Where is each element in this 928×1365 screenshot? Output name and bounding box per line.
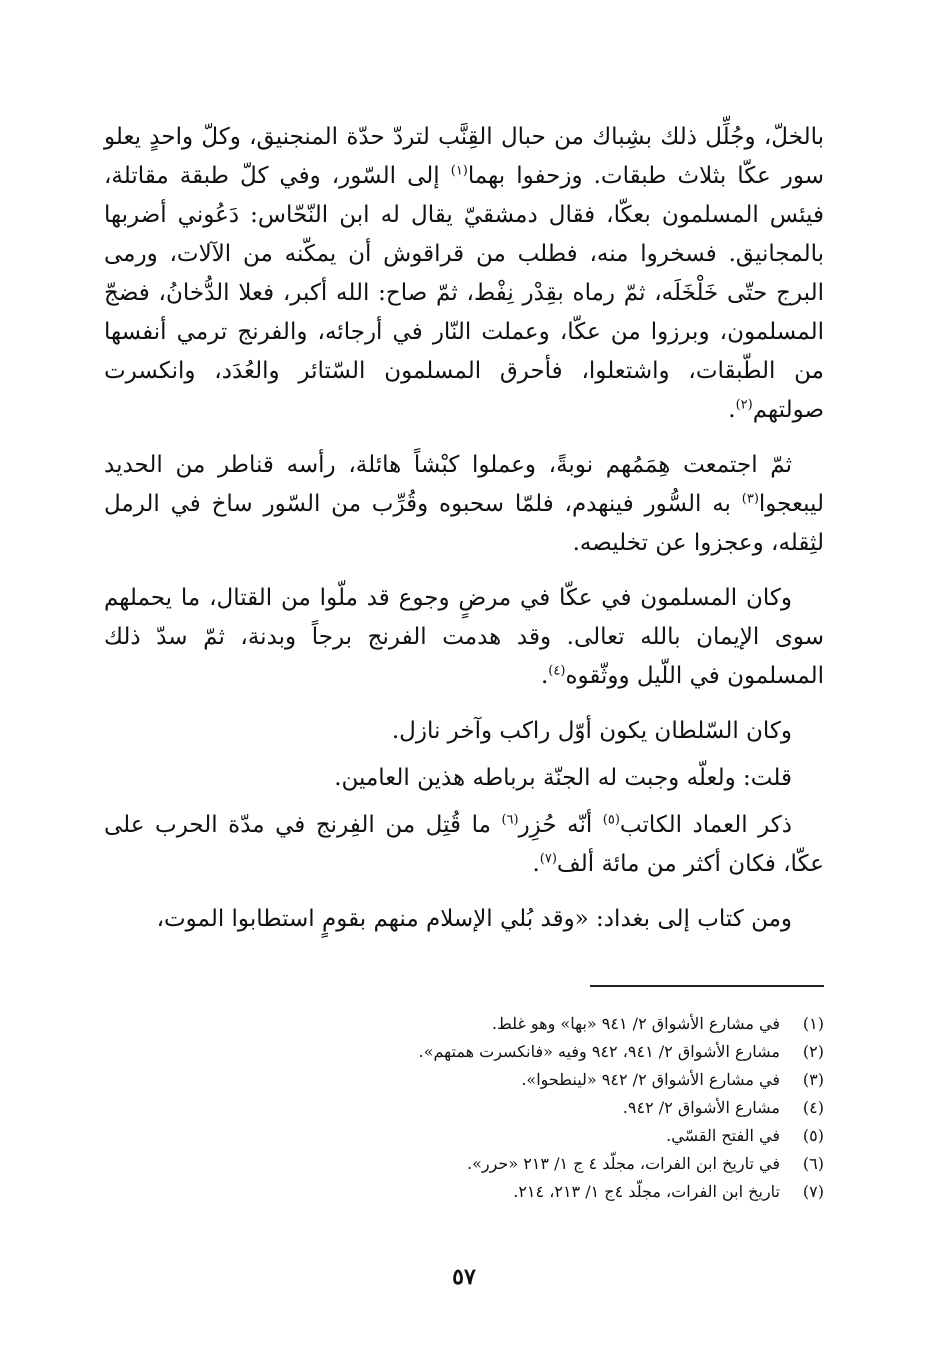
footnote-text: تاريخ ابن الفرات، مجلّد ٤ج ١/ ٢١٣، ٢١٤. (513, 1182, 780, 1201)
page-number: ٥٧ (452, 1264, 476, 1290)
paragraph-7: ومن كتاب إلى بغداد: «وقد بُلي الإسلام منهم بقومٍ استطابوا الموت، (156, 906, 792, 932)
paragraph-6-text-d: . (532, 851, 540, 877)
footnote-ref-5: (٥) (602, 812, 620, 828)
main-text (104, 118, 824, 955)
footnote-ref-6: (٦) (501, 812, 519, 828)
paragraph-1-text-c: . (728, 397, 736, 423)
paragraph-6 (104, 806, 824, 884)
paragraph-1-text-a: بالخلّ، وجُلِّل ذلك بشِباك من حبال القِنَّب لتردّ حدّة المنجنيق، وكلّ واحدٍ يعلو سور عكّا بثلاث طبقات. وزحفوا بهما (104, 124, 824, 189)
footnote-text: مشارع الأشواق ٢/ ٩٤١، ٩٤٢ وفيه «فانكسرت همتهم». (418, 1042, 780, 1061)
footnote-ref-3: (٣) (741, 491, 759, 507)
footnote-ref-7: (٧) (539, 851, 557, 867)
footnote-number: (٢) (802, 1042, 824, 1061)
paragraph-6-text-a: ذكر العماد الكاتب (619, 812, 792, 838)
footnotes (200, 1010, 824, 1206)
footnote-item (200, 1066, 824, 1094)
footnote-number: (١) (802, 1014, 824, 1033)
footnote-number: (٧) (802, 1182, 824, 1201)
footnote-divider (590, 985, 824, 987)
footnote-ref-2: (٢) (735, 397, 753, 413)
paragraph-5: قلت: ولعلّه وجبت له الجنّة برباطه هذين العامين. (334, 765, 792, 791)
paragraph-6-text-c: ما قُتِل من الفِرنج في مدّة الحرب على عكّا، فكان أكثر من مائة ألف (104, 812, 824, 877)
paragraph-3-text-a: وكان المسلمون في عكّا في مرضٍ وجوع قد ملّوا من القتال، ما يحملهم سوى الإيمان بالله تعالى. وقد هدمت الفرنج برجاً وبدنة، ثمّ سدّ ذلك المسلمون في اللّيل ووثّقوه (104, 585, 824, 689)
paragraph-1-text-b: إلى السّور، وفي كلّ طبقة مقاتلة، فيئس المسلمون بعكّا، فقال دمشقيّ يقال له ابن النّحّاس: دَعُوني أضربها بالمجانيق. فسخروا منه، فطلب من قراقوش أن يمكّنه من الآلات، ورمى البرج حتّى خَلْخَلَه، ثمّ رماه بقِدْر نِفْط، ثمّ صاح: الله أكبر، فعلا الدُّخانُ، فضجّ المسلمون، وبرزوا من عكّا، وعملت النّار في أرجائه، والفرنج ترمي أنفسها من الطّبقات، واشتعلوا، فأحرق المسلمون السّتائر والعُدَد، وانكسرت صولتهم (104, 163, 824, 423)
footnote-ref-4: (٤) (548, 663, 566, 679)
paragraph-1 (104, 118, 824, 430)
footnote-item (200, 1178, 824, 1206)
footnote-ref-1: (١) (450, 163, 468, 179)
paragraph-2 (104, 446, 824, 563)
paragraph-6-text-b: أنّه حُزِر (518, 812, 603, 838)
footnote-item (200, 1122, 824, 1150)
footnote-text: مشارع الأشواق ٢/ ٩٤٢. (622, 1098, 780, 1117)
footnote-number: (٣) (802, 1070, 824, 1089)
footnote-item (200, 1150, 824, 1178)
footnote-number: (٥) (802, 1126, 824, 1145)
footnote-item (200, 1010, 824, 1038)
footnote-text: في مشارع الأشواق ٢/ ٩٤٢ «لينطحوا». (521, 1070, 780, 1089)
footnote-number: (٤) (802, 1098, 824, 1117)
footnote-text: في الفتح القسّي. (666, 1126, 780, 1145)
footnote-text: في تاريخ ابن الفرات، مجلّد ٤ ج ١/ ٢١٣ «حرر». (467, 1154, 780, 1173)
paragraph-4: وكان السّلطان يكون أوّل راكب وآخر نازل. (391, 718, 792, 744)
footnote-item (200, 1038, 824, 1066)
footnote-text: في مشارع الأشواق ٢/ ٩٤١ «بها» وهو غلط. (491, 1014, 780, 1033)
paragraph-3 (104, 579, 824, 696)
paragraph-2-text-b: به السُّور فينهدم، فلمّا سحبوه وقُرِّب من السّور ساخ في الرمل لثِقله، وعجزوا عن تخليصه. (104, 491, 824, 556)
footnote-item (200, 1094, 824, 1122)
paragraph-3-text-b: . (540, 663, 549, 689)
paragraph-2-text-a: ثمّ اجتمعت هِمَمُهم نوبةً، وعملوا كبْشاً هائلة، رأسه قناطر من الحديد ليبعجوا (104, 452, 824, 517)
footnote-number: (٦) (802, 1154, 824, 1173)
